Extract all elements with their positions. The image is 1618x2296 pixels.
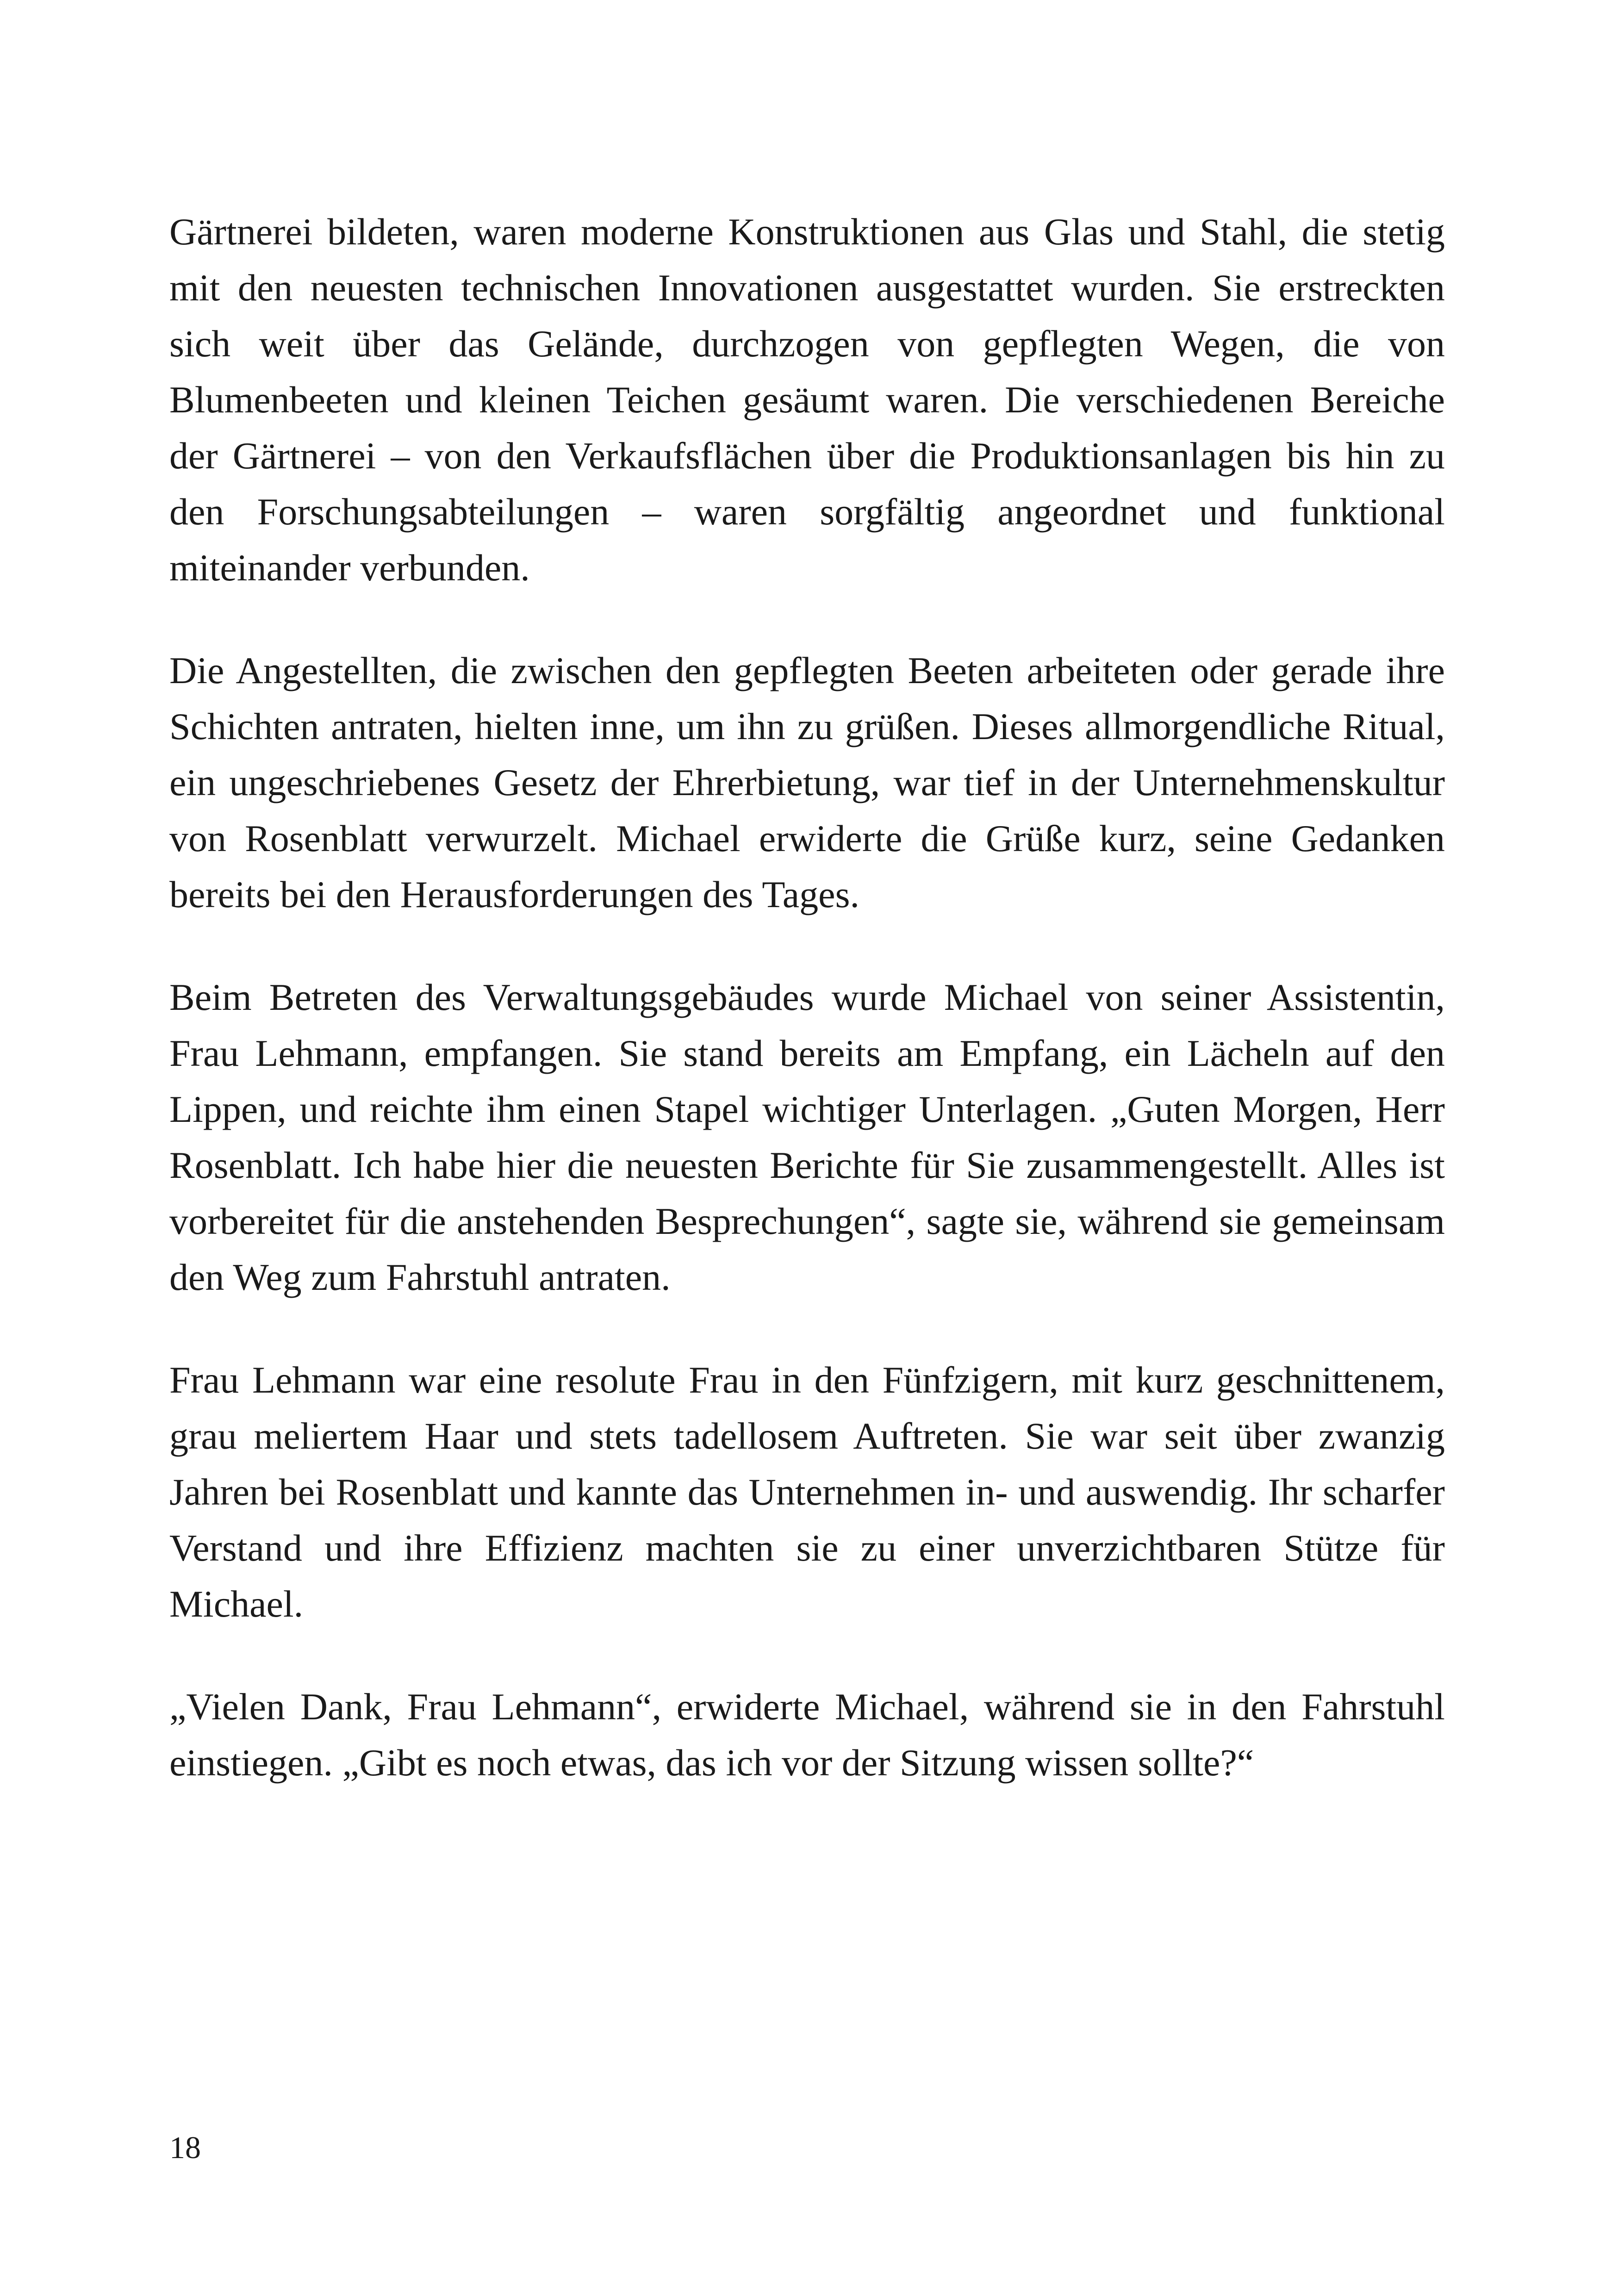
paragraph-3: Beim Betreten des Verwaltungsgebäudes wurde Michael von seiner Assistentin, Frau Lehmann, empfangen. Sie stand bereits am Empfang, ein Lächeln auf den Lippen, und reichte ihm einen Stapel wichtiger Unterlagen. „Guten Morgen, Herr Rosenblatt. Ich habe hier die neuesten Berichte für Sie zusammengestellt. Alles ist vorbereitet für die anstehenden Besprechungen“, sagte sie, während sie gemeinsam den Weg zum Fahrstuhl antraten. <box>169 976 1445 1298</box>
paragraph-4: Frau Lehmann war eine resolute Frau in den Fünfzigern, mit kurz geschnittenem, grau meliertem Haar und stets tadellosem Auftreten. Sie war seit über zwanzig Jahren bei Rosenblatt und kannte das Unternehmen in- und auswendig. Ihr scharfer Verstand und ihre Effizienz machten sie zu einer unverzichtbaren Stütze für Michael. <box>169 1359 1445 1625</box>
paragraph-1: Gärtnerei bildeten, waren moderne Konstruktionen aus Glas und Stahl, die stetig mit den neuesten technischen Innovationen ausgestattet wurden. Sie erstreckten sich weit über das Gelände, durchzogen von gepflegten Wegen, die von Blumenbeeten und kleinen Teichen gesäumt waren. Die verschiedenen Bereiche der Gärtnerei – von den Verkaufsflächen über die Produktionsanlagen bis hin zu den Forschungsabteilungen – waren sorgfältig angeordnet und funktional miteinander verbunden. <box>169 211 1445 589</box>
paragraph-2: Die Angestellten, die zwischen den gepflegten Beeten arbeiteten oder gerade ihre Schichten antraten, hielten inne, um ihn zu grüßen. Dieses allmorgendliche Ritual, ein ungeschriebenes Gesetz der Ehrerbietung, war tief in der Unternehmenskultur von Rosenblatt verwurzelt. Michael erwiderte die Grüße kurz, seine Gedanken bereits bei den Herausforderungen des Tages. <box>169 649 1445 915</box>
body-text <box>169 204 1445 1791</box>
paragraph-5: „Vielen Dank, Frau Lehmann“, erwiderte Michael, während sie in den Fahrstuhl einstiegen. „Gibt es noch etwas, das ich vor der Sitzung wissen sollte?“ <box>169 1686 1445 1784</box>
page-number: 18 <box>169 2130 201 2165</box>
